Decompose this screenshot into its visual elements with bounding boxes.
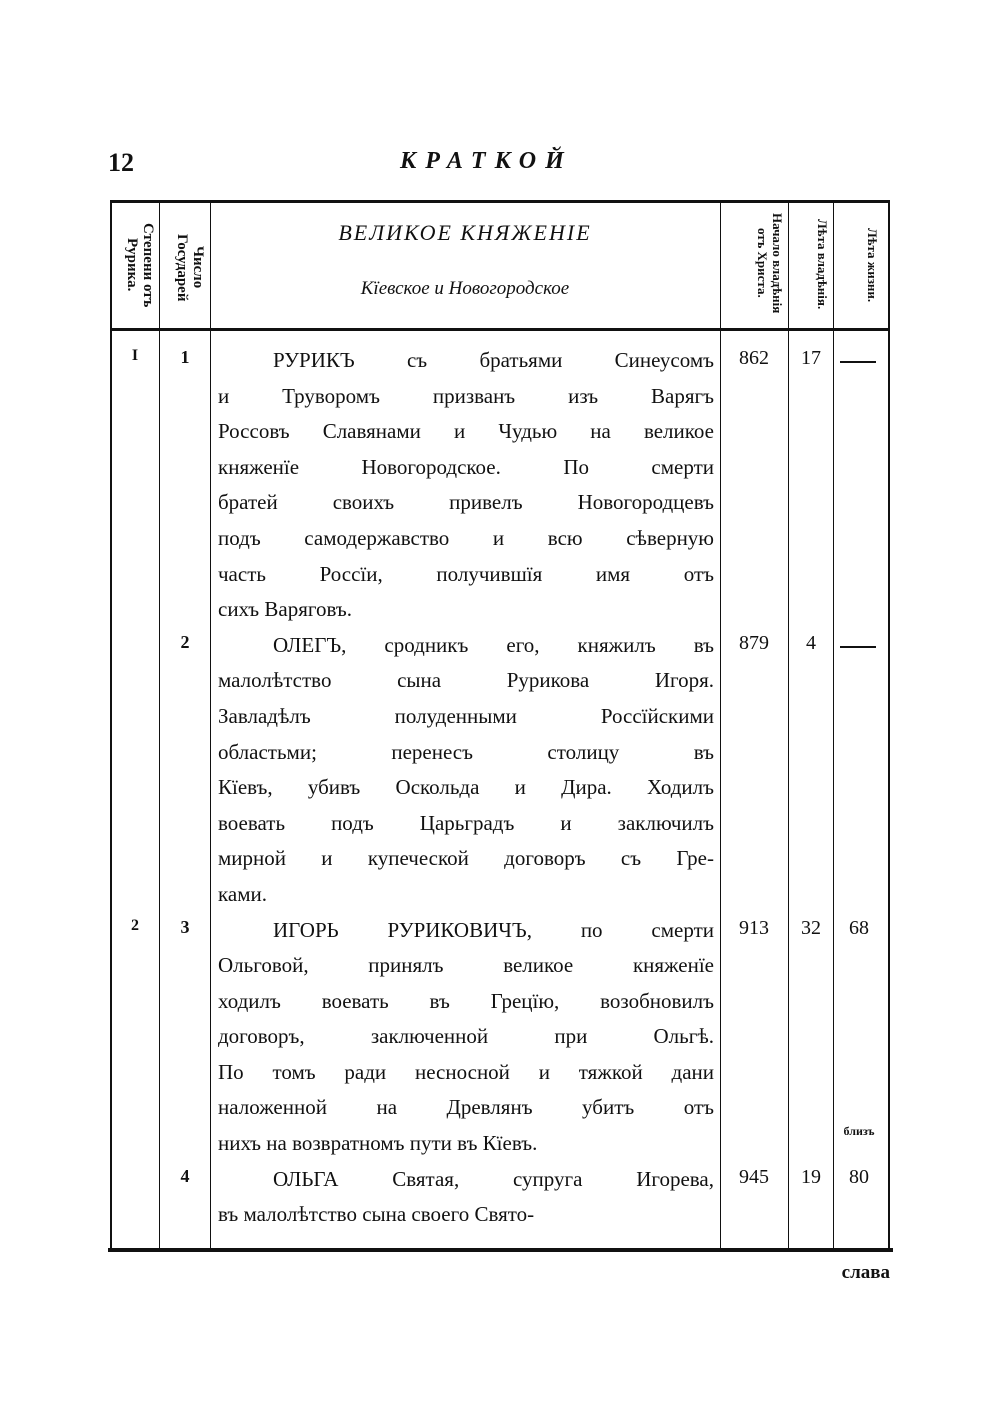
life-years-cell: 68: [849, 916, 869, 939]
start-year-cell: 945: [739, 1165, 769, 1188]
entry-line: областьми; перенесъ столицу въ: [218, 739, 714, 764]
life-years-cell: 80: [849, 1165, 869, 1188]
entry-line: воевать подъ Царьградъ и заключилъ: [218, 810, 714, 835]
column-divider: [210, 200, 211, 1250]
entry-line: княженїе Новогородское. По смерти: [218, 454, 714, 479]
entry-line: мирной и купеческой договоръ съ Гре-: [218, 846, 714, 871]
entry-line: часть Россїи, получившїя имя отъ: [218, 561, 714, 586]
header-start-year: Начало владѣнія отъ Христа.: [755, 212, 785, 314]
entry-line: сихъ Варяговъ.: [218, 597, 352, 622]
entry-line: ходилъ воевать въ Грецїю, возобновилъ: [218, 988, 714, 1013]
header-reign-years: Лѣта владѣнія.: [815, 218, 830, 310]
reign-years-cell: 17: [801, 347, 821, 369]
degree-cell: I: [131, 347, 139, 364]
entries-text: [218, 343, 714, 1233]
header-life-years: Лѣта жизни.: [865, 227, 880, 303]
entry-line: подъ самодержавство и всю сѣверную: [218, 525, 714, 550]
catchword: слава: [841, 1262, 890, 1283]
entry-line: Ольговой, принялъ великое княженїе: [218, 953, 714, 978]
entry-line: Кїевъ, убивъ Оскольда и Дира. Ходилъ: [218, 775, 714, 800]
entry-line: Завладѣлъ полуденными Россїйскими: [218, 703, 714, 728]
reign-years-cell: 32: [801, 916, 821, 939]
page-number: 12: [108, 148, 134, 177]
start-year-cell: 913: [739, 916, 769, 939]
reign-years-cell: 19: [801, 1165, 821, 1188]
degree-cell: 2: [131, 916, 139, 934]
table-title: ВЕЛИКОЕ КНЯЖЕНІЕ: [338, 220, 592, 245]
entry-line: По томъ ради несносной и тяжкой дани: [218, 1059, 714, 1084]
life-years-cell: [840, 646, 876, 648]
column-divider: [720, 200, 721, 1250]
column-divider: [788, 200, 789, 1250]
table-subtitle: Кїевское и Новогородское: [360, 278, 570, 299]
header-degree: Степени отъ Рурика.: [124, 222, 156, 308]
entry-line: братей своихъ привелъ Новогородцевъ: [218, 490, 714, 515]
ruler-number-cell: 4: [180, 1165, 190, 1186]
entry-line: наложенной на Древлянъ убитъ отъ: [218, 1095, 714, 1120]
table-bottom-rule: [108, 1248, 893, 1252]
start-year-cell: 879: [739, 631, 769, 654]
entry-line: Россовъ Славянами и Чудью на великое: [218, 419, 714, 444]
entry-line: ИГОРЬ РУРИКОВИЧЪ, по смерти: [273, 917, 714, 942]
entry-line: ОЛЕГЪ, сродникъ его, княжилъ въ: [273, 632, 714, 657]
entry-line: нихъ на возвратномъ пути въ Кїевъ.: [218, 1131, 538, 1156]
header-number: Число Государей: [174, 233, 206, 302]
entry-line: ками.: [218, 881, 267, 906]
ruler-number-cell: 1: [180, 347, 190, 367]
entry-line: РУРИКЪ съ братьями Синеусомъ: [273, 348, 714, 372]
life-years-cell: [840, 361, 876, 363]
ruler-number-cell: 3: [180, 916, 190, 937]
column-divider: [833, 200, 834, 1250]
entry-line: въ малолѣтство сына своего Свято-: [218, 1202, 535, 1227]
reign-years-cell: 4: [806, 631, 816, 654]
life-years-note: близъ: [843, 1123, 875, 1138]
start-year-cell: 862: [739, 347, 769, 369]
header-divider: [110, 328, 888, 331]
entry-line: и Труворомъ призванъ изъ Варягъ: [218, 383, 714, 408]
ruler-number-cell: 2: [180, 631, 190, 652]
entry-line: договоръ, заключенной при Ольгѣ.: [218, 1024, 714, 1049]
entry-line: ОЛЬГА Святая, супруга Игорева,: [273, 1166, 714, 1191]
running-head: КРАТКОЙ: [400, 148, 573, 174]
entry-line: малолѣтство сына Рурикова Игоря.: [218, 668, 714, 693]
